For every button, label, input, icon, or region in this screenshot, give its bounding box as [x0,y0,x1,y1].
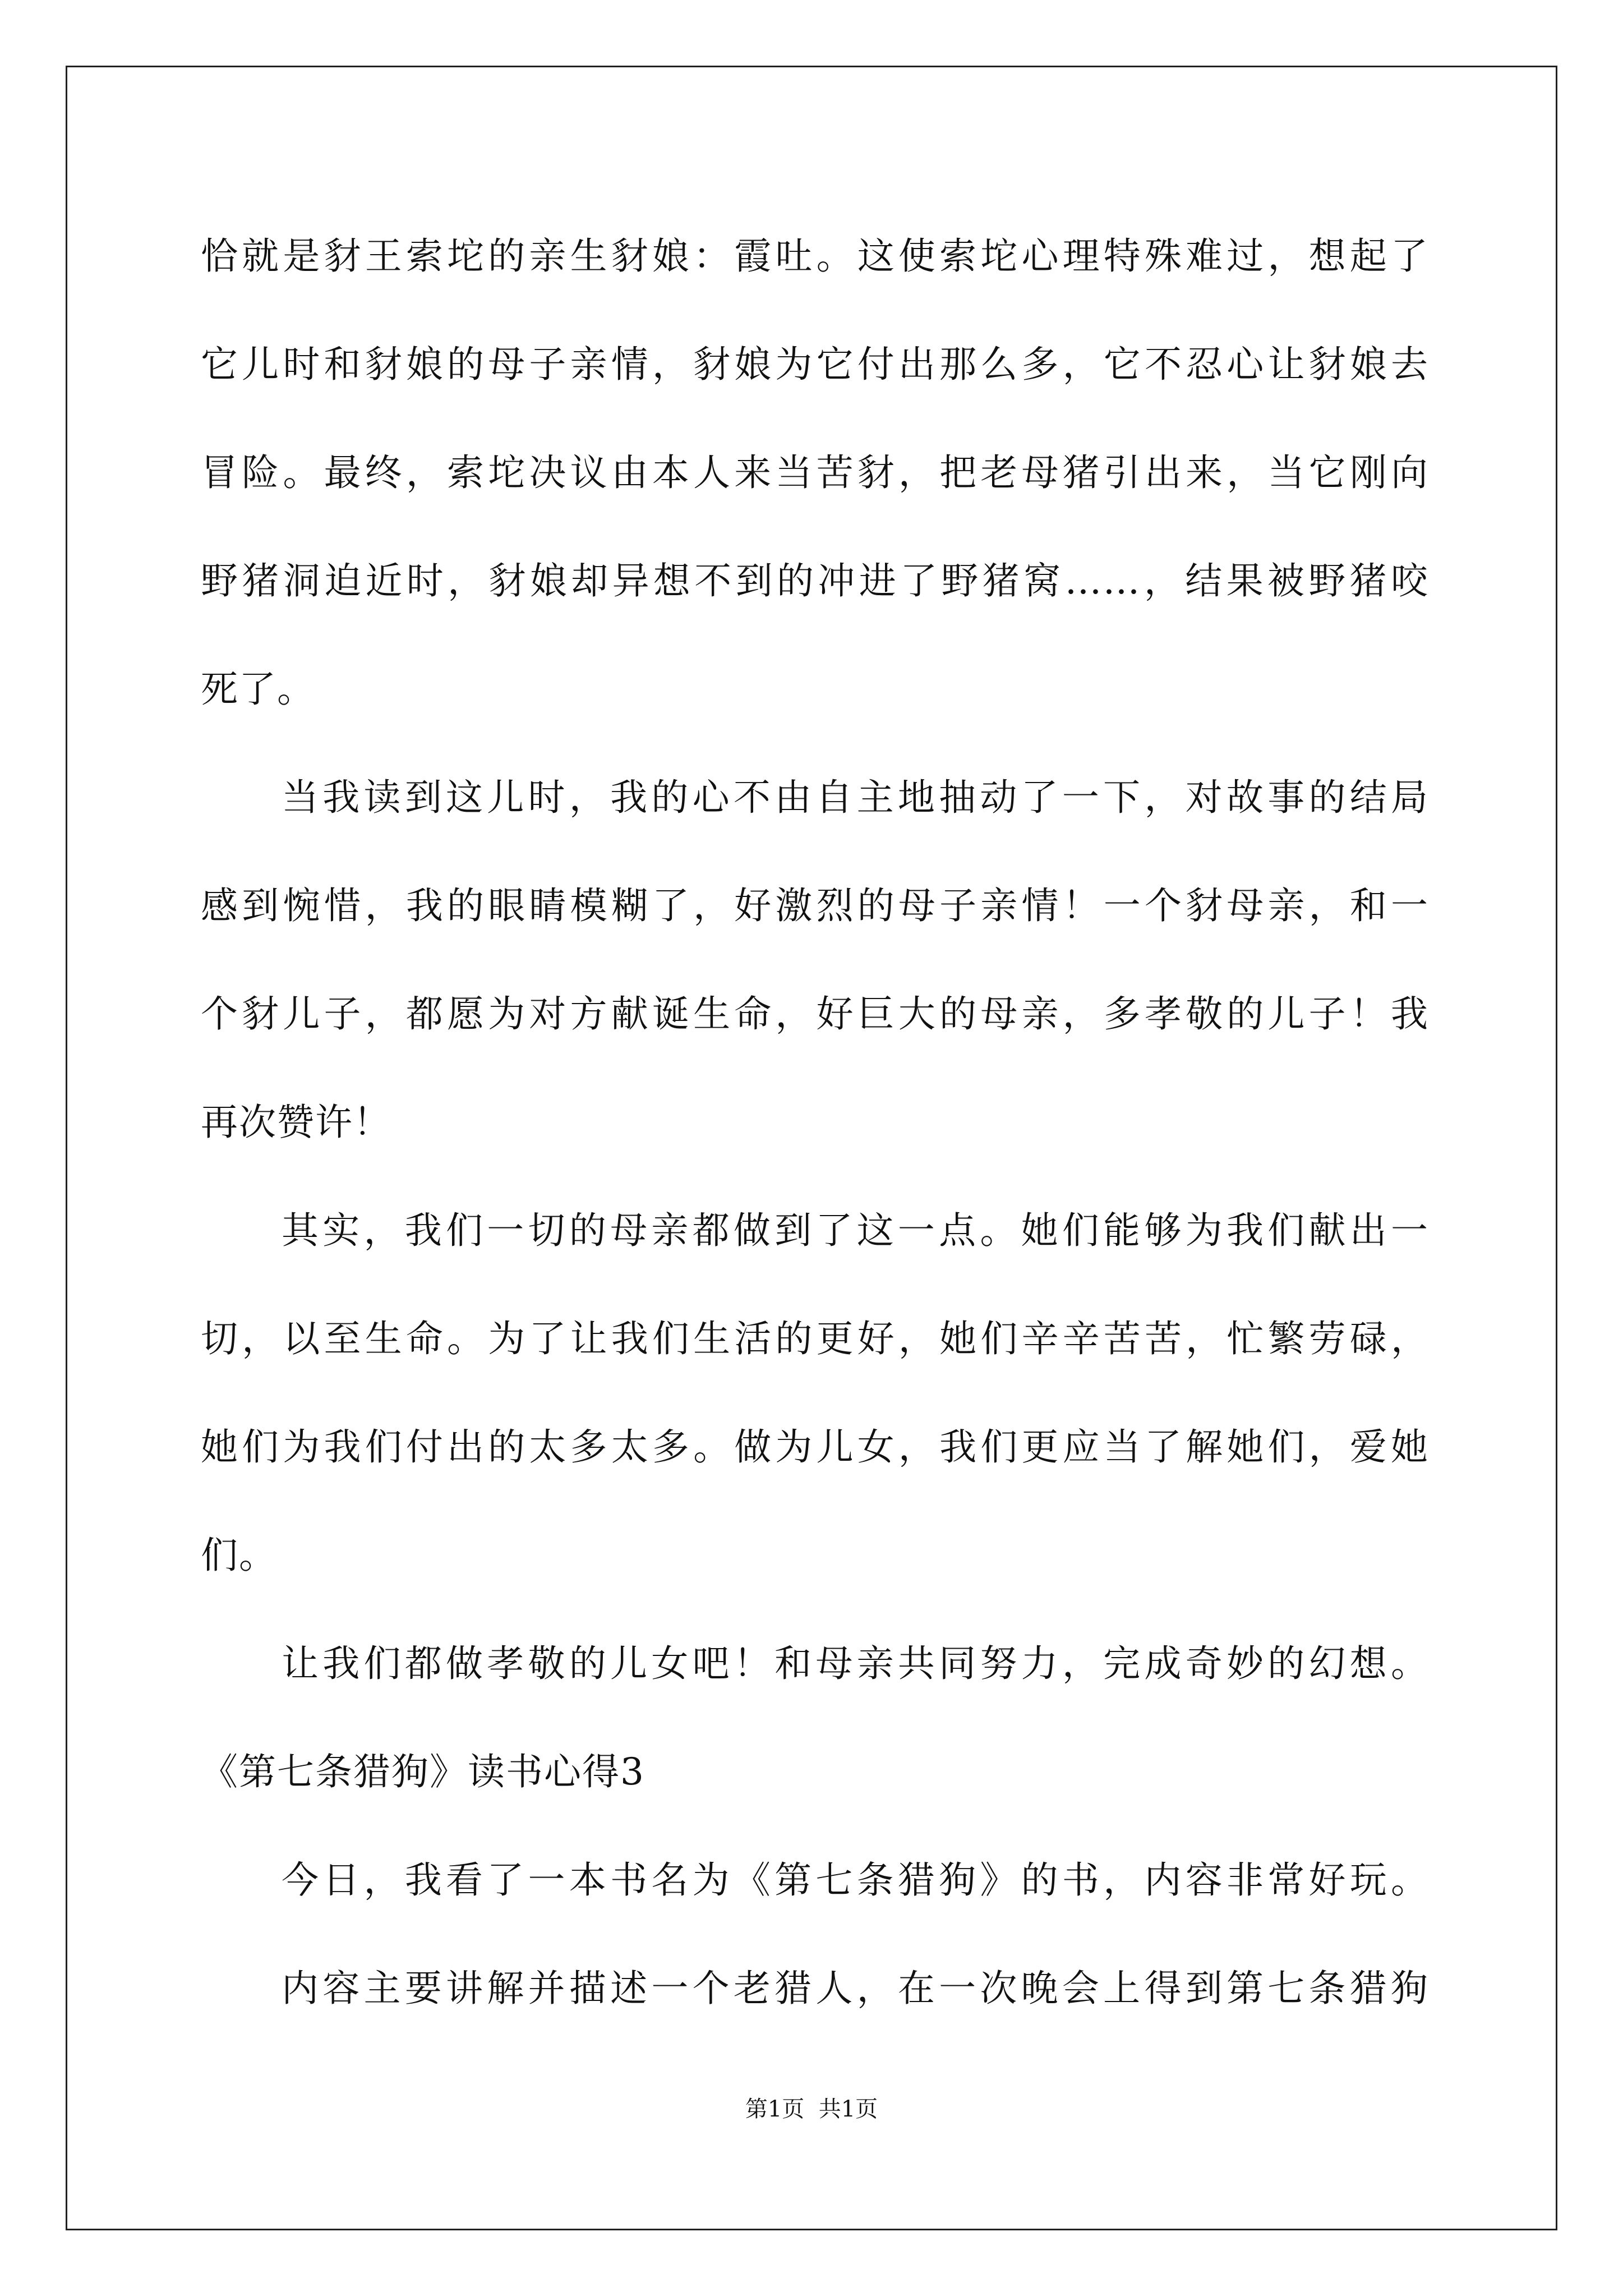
text-line: 今日，我看了一本书名为《第七条猎狗》的书，内容非常好玩。 [282,1858,1429,1902]
text-line: 个豺儿子，都愿为对方献诞生命，好巨大的母亲，多孝敬的儿子！我 [201,992,1429,1036]
text-line: 感到惋惜，我的眼睛模糊了，好激烈的母子亲情！一个豺母亲，和一 [201,884,1429,927]
text-line: 内容主要讲解并描述一个老猎人，在一次晚会上得到第七条猎狗 [282,1967,1429,2010]
text-line: 让我们都做孝敬的儿女吧！和母亲共同努力，完成奇妙的幻想。 [282,1642,1429,1685]
document-body [201,202,1429,2042]
text-line: 其实，我们一切的母亲都做到了这一点。她们能够为我们献出一 [282,1209,1429,1252]
text-line: 它儿时和豺娘的母子亲情，豺娘为它付出那么多，它不忍心让豺娘去 [201,343,1429,386]
text-line: 死了。 [201,668,315,711]
text-line: 她们为我们付出的太多太多。做为儿女，我们更应当了解她们，爱她 [201,1425,1429,1469]
text-line: 切，以至生命。为了让我们生活的更好，她们辛辛苦苦，忙繁劳碌， [201,1317,1429,1360]
text-line: 再次赞许！ [201,1101,391,1144]
text-line: 当我读到这儿时，我的心不由自主地抽动了一下，对故事的结局 [282,776,1429,819]
text-line: 冒险。最终，索坨决议由本人来当苦豺，把老母猪引出来，当它刚向 [201,451,1429,494]
text-line: 们。 [201,1534,277,1577]
text-line: 恰就是豺王索坨的亲生豺娘：霞吐。这使索坨心理特殊难过，想起了 [201,234,1429,278]
section-heading: 《第七条猎狗》读书心得3 [201,1750,645,1793]
page-footer: 第1页 共1页 [745,2096,878,2122]
text-line: 野猪洞迫近时，豺娘却异想不到的冲进了野猪窝……，结果被野猪咬 [201,559,1429,602]
